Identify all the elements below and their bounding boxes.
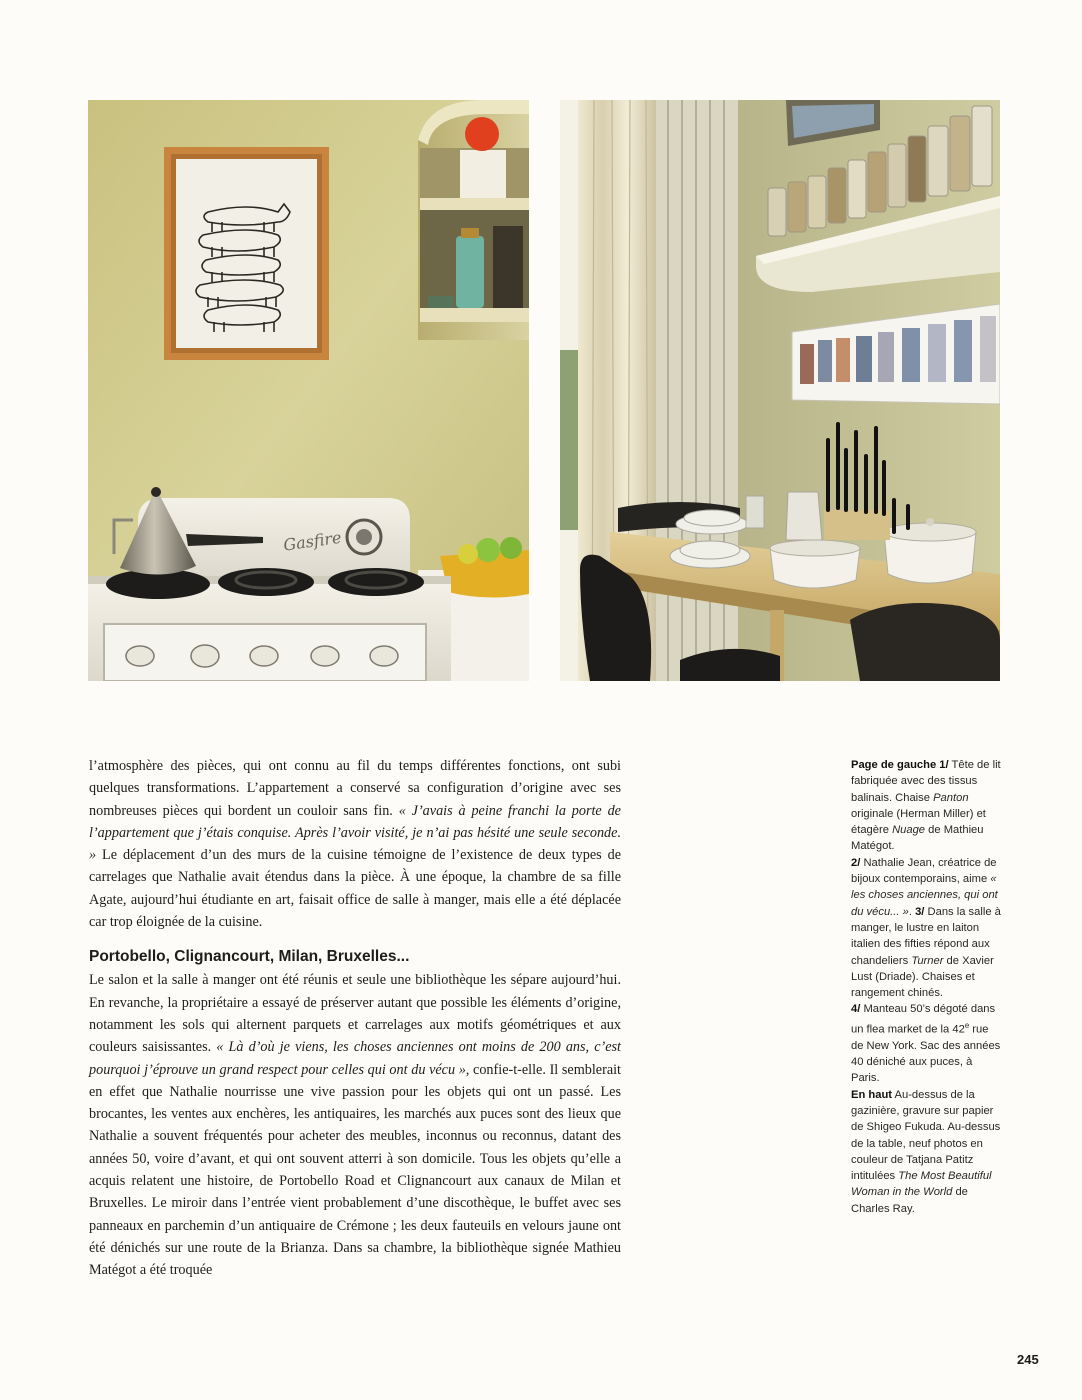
article-body bbox=[89, 755, 621, 1282]
caption-run: 3/ bbox=[915, 905, 925, 918]
caption-run: Au-dessus de la gazinière, gravure sur papier de Shigeo Fukuda. Au-dessus de la table, neuf photos en couleur de Tatjana Patitz intitulées bbox=[851, 1088, 1001, 1183]
caption-run: Page de gauche 1/ bbox=[851, 759, 949, 771]
kitchen-illustration bbox=[88, 100, 529, 681]
kitchen-photo bbox=[88, 100, 529, 681]
body.p2-run: Le salon et la salle à manger ont été réunis et seule une bibliothèque les sépare aujourd’hui. En revanche, la propriétaire a essayé de préserver autant que possible les éléments d’origine, notamment les sols qui alternent parquets et carrelages aux motifs géométriques et aux couleurs saisissantes. bbox=[89, 972, 621, 1056]
article-paragraph-2 bbox=[89, 969, 621, 1281]
dining-illustration bbox=[560, 100, 1000, 681]
caption-run: Dans la salle à manger, le lustre en laiton italien des fifties répond aux chandeliers bbox=[851, 905, 1001, 967]
caption-run: 4/ bbox=[851, 1003, 861, 1016]
caption-run: Manteau 50’s dégoté dans un flea market de la 42 bbox=[851, 1003, 996, 1036]
dining-photo bbox=[560, 100, 1000, 681]
body.p1-run: l’atmosphère des pièces, qui ont connu au fil du temps différentes fonctions, ont subi quelques transformations. L’appartement a conservé sa configuration d’origine avec ses nombreuses pièces qui bordent un couloir sans fin. bbox=[89, 758, 621, 819]
page-number: 245 bbox=[1017, 1352, 1039, 1367]
article-paragraph-1 bbox=[89, 755, 621, 933]
caption-run: de Mathieu Matégot. bbox=[851, 824, 984, 853]
stove-brand-label: Gasfire bbox=[282, 527, 343, 555]
caption-run: En haut bbox=[851, 1088, 893, 1101]
section-heading: Portobello, Clignancourt, Milan, Bruxelles... bbox=[89, 948, 410, 966]
caption-run: e bbox=[964, 1020, 970, 1030]
caption-run: rue de New York. Sac des années 40 déniché aux puces, à Paris. bbox=[851, 1023, 1001, 1085]
caption-run: de Xavier Lust (Driade). Chaises et rangement chinés. bbox=[851, 954, 994, 1000]
body.p2-run: , confie-t-elle. Il semblerait en effet que Nathalie nourrisse une vive passion pour les objets qui ont un passé. Les brocantes, les ventes aux enchères, les antiquaires, les marchés aux puces sont des lieux que Nathalie a souvent fréquentés pour acheter des meubles, inconnus ou reconnus, datant des années 50, voire d’avant, et qui ont souvent atterri à son domicile. Tous les objets qu’elle a acquis relatent une histoire, de Portobello Road et Clignancourt aux canaux de Milan et Bruxelles. Le miroir dans l’entrée vient probablement d’une discothèque, le buffet avec ses panneaux en parchemin d’un antiquaire de Crémone ; les deux fauteuils en velours jaune ont été dénichés sur une route de la Brianza. Dans sa chambre, la bibliothèque signée Mathieu Matégot a été troquée bbox=[89, 1061, 621, 1279]
caption-run: Nuage bbox=[892, 824, 926, 837]
caption-run: The Most Beautiful Woman in the World bbox=[851, 1170, 992, 1199]
photo-captions bbox=[851, 757, 1001, 1217]
caption-run: de Charles Ray. bbox=[851, 1186, 968, 1215]
body.p1-run: « J’avais à peine franchi la porte de l’appartement que j’étais conquise. Après l’avoir visité, je n’ai pas hésité une seule seconde. » bbox=[89, 802, 621, 864]
body.p2-run: « Là d’où je viens, les choses anciennes ont moins de 200 ans, c’est pourquoi j’éprouve un grand respect pour celles qui ont du vécu » bbox=[89, 1039, 621, 1078]
caption-run: originale (Herman Miller) et étagère bbox=[851, 807, 986, 837]
caption-run: Panton bbox=[933, 791, 969, 804]
caption-run: Nathalie Jean, créatrice de bijoux contemporains, aime bbox=[851, 856, 997, 886]
caption-run: Tête de lit fabriquée avec des tissus balinais. Chaise bbox=[851, 759, 1001, 804]
caption-run: Turner bbox=[911, 954, 944, 967]
caption-run: . bbox=[908, 905, 916, 918]
caption-run: 2/ bbox=[851, 856, 861, 869]
body.p1-run: Le déplacement d’un des murs de la cuisine témoigne de l’existence de deux types de carrelages que Nathalie avait étendus dans la pièce. À une époque, la chambre de sa fille Agate, aujourd’hui étudiante en art, faisait office de salle à manger, mais elle a été déplacée car trop éloignée de la cuisine. bbox=[89, 847, 621, 931]
caption-run: « les choses anciennes, qui ont du vécu... » bbox=[851, 873, 998, 918]
